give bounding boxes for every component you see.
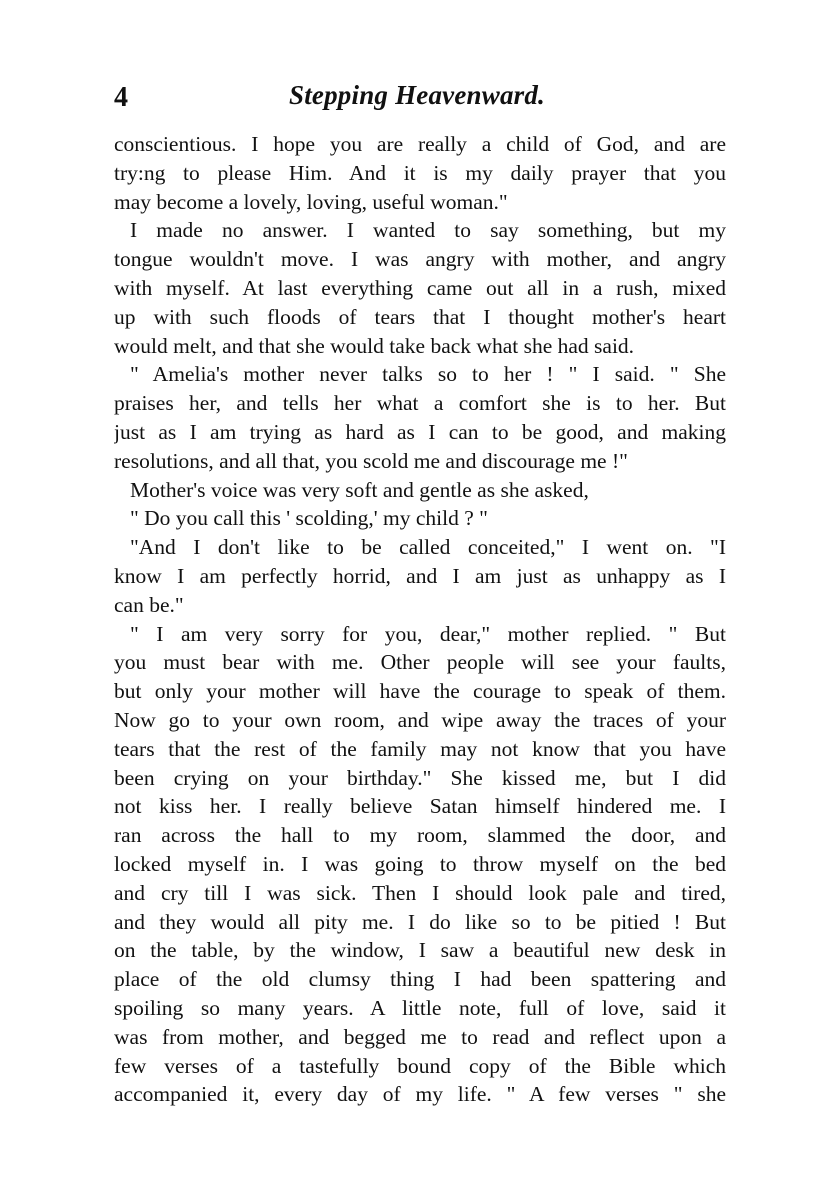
text-line: on the table, by the window, I saw a beautiful new desk in [114, 938, 726, 963]
text-line: few verses of a tastefully bound copy of the Bible which [114, 1053, 726, 1078]
text-line: been crying on your birthday." She kissed me, but I did [114, 765, 726, 790]
text-line: and they would all pity me. I do like so to be pitied ! But [114, 909, 726, 934]
text-line: spoiling so many years. A little note, full of love, said it [114, 995, 726, 1020]
text-line: you must bear with me. Other people will see your faults, [114, 650, 726, 675]
text-line: with myself. At last everything came out all in a rush, mixed [114, 275, 726, 300]
text-line: ran across the hall to my room, slammed the door, and [114, 823, 726, 848]
text-line: try:ng to please Him. And it is my daily prayer that you [114, 160, 726, 185]
text-line: just as I am trying as hard as I can to be good, and making [114, 419, 726, 444]
text-line: tongue wouldn't move. I was angry with mother, and angry [114, 247, 726, 272]
text-line: "And I don't like to be called conceited," I went on. "I [130, 535, 726, 560]
text-line: up with such floods of tears that I thought mother's heart [114, 304, 726, 329]
text-line: tears that the rest of the family may not know that you have [114, 736, 726, 761]
text-line: place of the old clumsy thing I had been spattering and [114, 967, 726, 992]
running-title: Stepping Heavenward. [289, 80, 546, 110]
text-line: locked myself in. I was going to throw myself on the bed [114, 851, 726, 876]
text-line: know I am perfectly horrid, and I am just as unhappy as I [114, 563, 726, 588]
text-line: would melt, and that she would take back what she had said. [114, 333, 635, 358]
text-line: " I am very sorry for you, dear," mother replied. " But [130, 621, 726, 646]
text-line: Now go to your own room, and wipe away the traces of your [114, 707, 726, 732]
text-line: " Do you call this ' scolding,' my child ? " [130, 506, 488, 531]
text-line: was from mother, and begged me to read and reflect upon a [114, 1024, 726, 1049]
text-line: may become a lovely, loving, useful woman." [114, 189, 508, 214]
text-line: I made no answer. I wanted to say something, but my [130, 218, 726, 243]
text-line: conscientious. I hope you are really a child of God, and are [114, 132, 726, 156]
text-line: not kiss her. I really believe Satan himself hindered me. I [114, 794, 726, 819]
text-line: resolutions, and all that, you scold me and discourage me !" [114, 448, 628, 473]
text-line: " Amelia's mother never talks so to her ! " I said. " She [130, 362, 726, 387]
body-text [114, 130, 726, 1109]
page-number: 4 [114, 82, 128, 113]
text-line: praises her, and tells her what a comfort she is to her. But [114, 391, 726, 416]
text-line: but only your mother will have the courage to speak of them. [114, 679, 726, 704]
page-header [114, 76, 724, 120]
text-line: can be." [114, 592, 184, 617]
text-line: and cry till I was sick. Then I should look pale and tired, [114, 880, 726, 905]
text-line: Mother's voice was very soft and gentle as she asked, [130, 477, 589, 502]
text-line: accompanied it, every day of my life. " A few verses " she [114, 1082, 726, 1107]
